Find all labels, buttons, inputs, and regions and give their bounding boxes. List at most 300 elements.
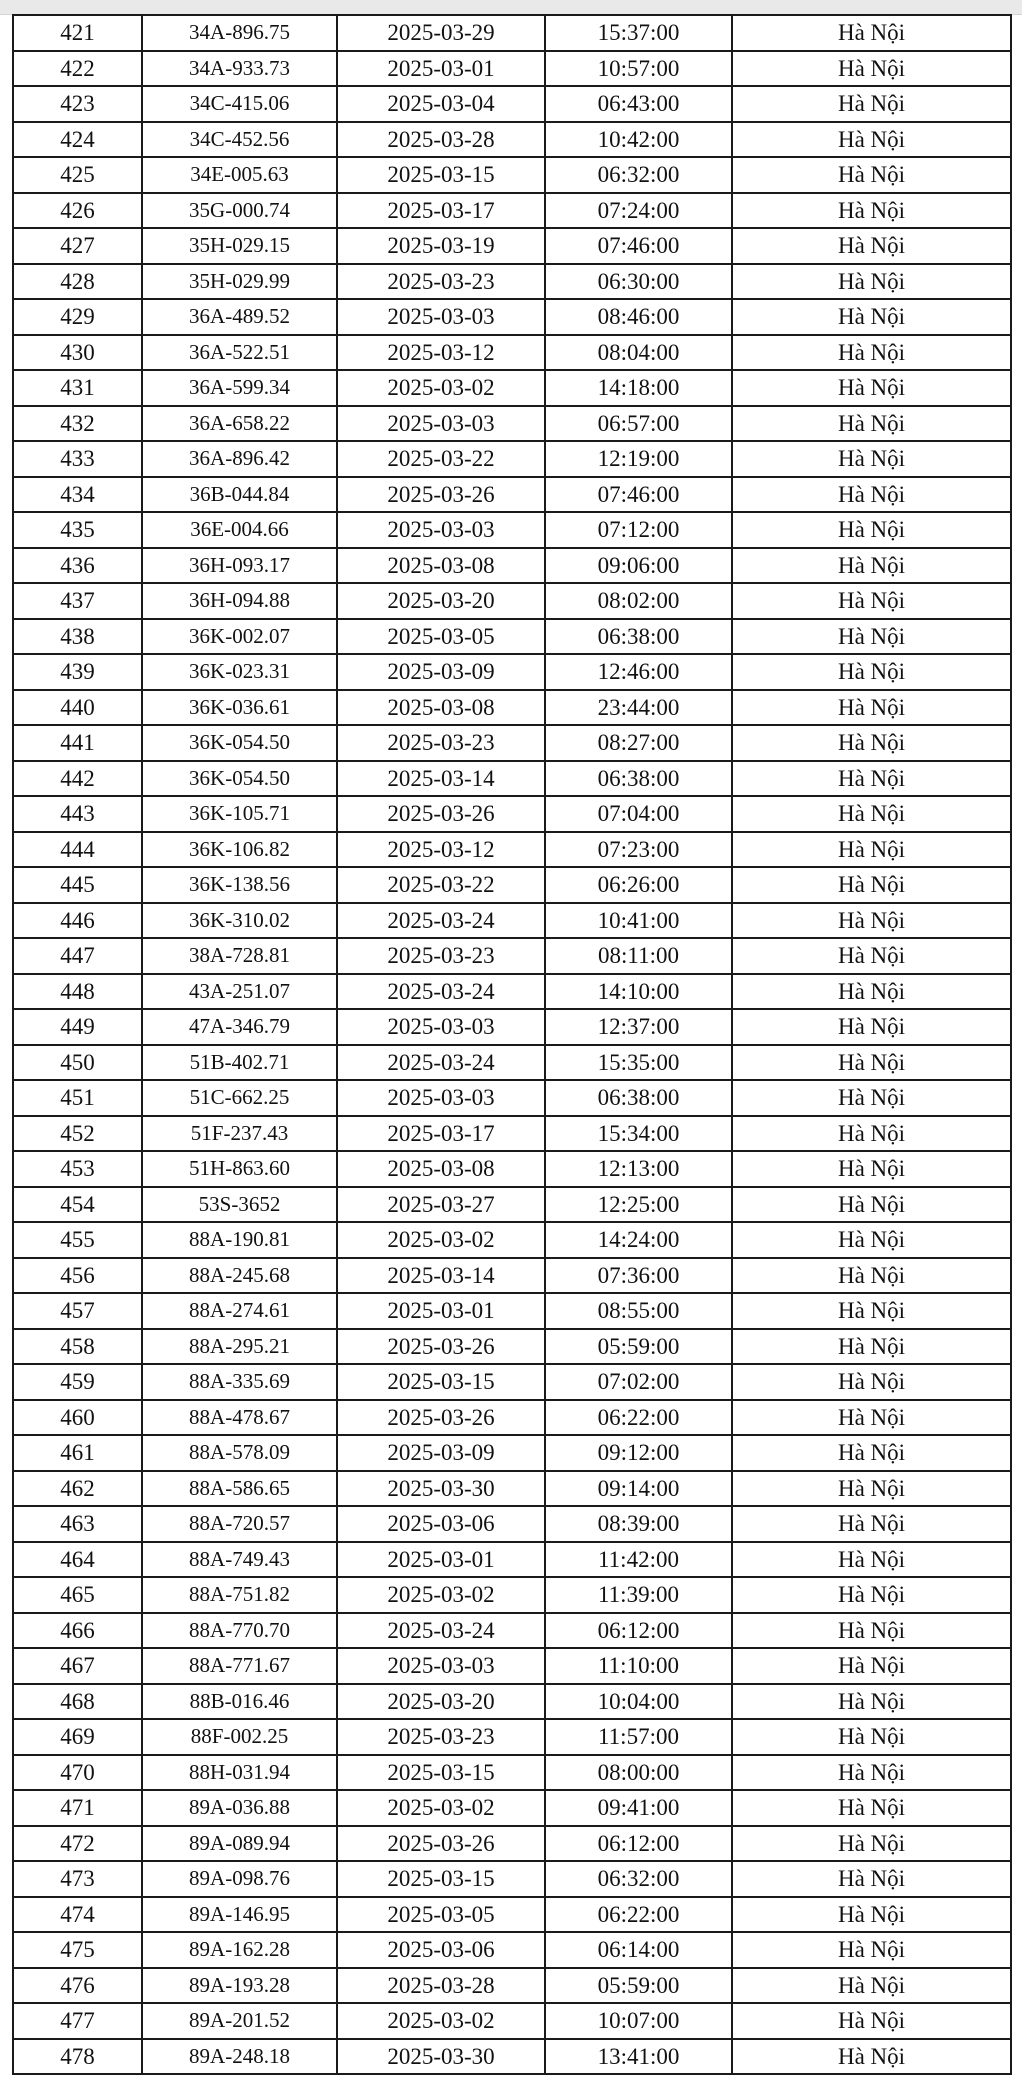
date-cell: 2025-03-01 <box>337 1293 545 1329</box>
row-number-cell: 431 <box>13 370 142 406</box>
row-number-cell: 449 <box>13 1009 142 1045</box>
table-row <box>13 299 1011 335</box>
license-plate-cell: 36B-044.84 <box>142 477 337 513</box>
row-number-cell: 443 <box>13 796 142 832</box>
table-row <box>13 512 1011 548</box>
location-cell: Hà Nội <box>732 1364 1011 1400</box>
location-cell: Hà Nội <box>732 2003 1011 2039</box>
row-number-cell: 440 <box>13 690 142 726</box>
time-cell: 08:46:00 <box>545 299 732 335</box>
table-row <box>13 903 1011 939</box>
location-cell: Hà Nội <box>732 370 1011 406</box>
license-plate-cell: 36K-054.50 <box>142 761 337 797</box>
date-cell: 2025-03-17 <box>337 193 545 229</box>
table-row <box>13 796 1011 832</box>
date-cell: 2025-03-02 <box>337 2003 545 2039</box>
row-number-cell: 458 <box>13 1329 142 1365</box>
date-cell: 2025-03-06 <box>337 1506 545 1542</box>
violation-records-table <box>12 14 1012 2075</box>
time-cell: 14:24:00 <box>545 1222 732 1258</box>
table-row <box>13 1009 1011 1045</box>
date-cell: 2025-03-26 <box>337 477 545 513</box>
time-cell: 06:57:00 <box>545 406 732 442</box>
row-number-cell: 465 <box>13 1577 142 1613</box>
license-plate-cell: 89A-162.28 <box>142 1932 337 1968</box>
license-plate-cell: 36A-489.52 <box>142 299 337 335</box>
table-row <box>13 654 1011 690</box>
license-plate-cell: 88A-245.68 <box>142 1258 337 1294</box>
date-cell: 2025-03-08 <box>337 548 545 584</box>
table-row <box>13 725 1011 761</box>
location-cell: Hà Nội <box>732 1968 1011 2004</box>
license-plate-cell: 36K-036.61 <box>142 690 337 726</box>
time-cell: 08:00:00 <box>545 1755 732 1791</box>
time-cell: 07:04:00 <box>545 796 732 832</box>
table-row <box>13 1151 1011 1187</box>
table-row <box>13 193 1011 229</box>
table-row <box>13 1045 1011 1081</box>
table-body <box>13 15 1011 2074</box>
time-cell: 10:07:00 <box>545 2003 732 2039</box>
time-cell: 06:43:00 <box>545 86 732 122</box>
location-cell: Hà Nội <box>732 1293 1011 1329</box>
table-row <box>13 1542 1011 1578</box>
location-cell: Hà Nội <box>732 228 1011 264</box>
date-cell: 2025-03-03 <box>337 1009 545 1045</box>
license-plate-cell: 88A-771.67 <box>142 1648 337 1684</box>
row-number-cell: 460 <box>13 1400 142 1436</box>
date-cell: 2025-03-23 <box>337 725 545 761</box>
location-cell: Hà Nội <box>732 1471 1011 1507</box>
time-cell: 07:23:00 <box>545 832 732 868</box>
time-cell: 13:41:00 <box>545 2039 732 2075</box>
location-cell: Hà Nội <box>732 1435 1011 1471</box>
license-plate-cell: 51F-237.43 <box>142 1116 337 1152</box>
time-cell: 07:36:00 <box>545 1258 732 1294</box>
table-row <box>13 761 1011 797</box>
date-cell: 2025-03-02 <box>337 1790 545 1826</box>
row-number-cell: 447 <box>13 938 142 974</box>
time-cell: 07:46:00 <box>545 477 732 513</box>
table-row <box>13 974 1011 1010</box>
table-row <box>13 1861 1011 1897</box>
row-number-cell: 476 <box>13 1968 142 2004</box>
date-cell: 2025-03-14 <box>337 761 545 797</box>
row-number-cell: 435 <box>13 512 142 548</box>
time-cell: 10:41:00 <box>545 903 732 939</box>
date-cell: 2025-03-02 <box>337 1222 545 1258</box>
location-cell: Hà Nội <box>732 938 1011 974</box>
date-cell: 2025-03-15 <box>337 1755 545 1791</box>
time-cell: 12:19:00 <box>545 441 732 477</box>
row-number-cell: 464 <box>13 1542 142 1578</box>
time-cell: 12:46:00 <box>545 654 732 690</box>
time-cell: 05:59:00 <box>545 1968 732 2004</box>
row-number-cell: 454 <box>13 1187 142 1223</box>
row-number-cell: 442 <box>13 761 142 797</box>
row-number-cell: 437 <box>13 583 142 619</box>
table-row <box>13 1755 1011 1791</box>
table-row <box>13 264 1011 300</box>
location-cell: Hà Nội <box>732 335 1011 371</box>
time-cell: 06:32:00 <box>545 1861 732 1897</box>
table-row <box>13 1435 1011 1471</box>
location-cell: Hà Nội <box>732 406 1011 442</box>
date-cell: 2025-03-28 <box>337 122 545 158</box>
date-cell: 2025-03-08 <box>337 1151 545 1187</box>
table-row <box>13 477 1011 513</box>
location-cell: Hà Nội <box>732 725 1011 761</box>
license-plate-cell: 88A-274.61 <box>142 1293 337 1329</box>
time-cell: 06:12:00 <box>545 1826 732 1862</box>
location-cell: Hà Nội <box>732 1755 1011 1791</box>
date-cell: 2025-03-23 <box>337 938 545 974</box>
document-sheet <box>12 14 1010 2069</box>
date-cell: 2025-03-01 <box>337 1542 545 1578</box>
time-cell: 14:18:00 <box>545 370 732 406</box>
date-cell: 2025-03-20 <box>337 583 545 619</box>
location-cell: Hà Nội <box>732 86 1011 122</box>
row-number-cell: 459 <box>13 1364 142 1400</box>
license-plate-cell: 35G-000.74 <box>142 193 337 229</box>
date-cell: 2025-03-12 <box>337 832 545 868</box>
license-plate-cell: 89A-089.94 <box>142 1826 337 1862</box>
date-cell: 2025-03-27 <box>337 1187 545 1223</box>
time-cell: 23:44:00 <box>545 690 732 726</box>
license-plate-cell: 51H-863.60 <box>142 1151 337 1187</box>
date-cell: 2025-03-20 <box>337 1684 545 1720</box>
table-row <box>13 1826 1011 1862</box>
time-cell: 08:39:00 <box>545 1506 732 1542</box>
time-cell: 06:32:00 <box>545 157 732 193</box>
license-plate-cell: 89A-098.76 <box>142 1861 337 1897</box>
time-cell: 10:42:00 <box>545 122 732 158</box>
date-cell: 2025-03-02 <box>337 1577 545 1613</box>
date-cell: 2025-03-15 <box>337 1364 545 1400</box>
location-cell: Hà Nội <box>732 1826 1011 1862</box>
time-cell: 06:12:00 <box>545 1613 732 1649</box>
license-plate-cell: 88A-720.57 <box>142 1506 337 1542</box>
table-row <box>13 1897 1011 1933</box>
date-cell: 2025-03-03 <box>337 406 545 442</box>
location-cell: Hà Nội <box>732 1613 1011 1649</box>
table-row <box>13 1222 1011 1258</box>
time-cell: 07:46:00 <box>545 228 732 264</box>
date-cell: 2025-03-24 <box>337 1045 545 1081</box>
location-cell: Hà Nội <box>732 1400 1011 1436</box>
table-row <box>13 1684 1011 1720</box>
location-cell: Hà Nội <box>732 1187 1011 1223</box>
license-plate-cell: 36K-106.82 <box>142 832 337 868</box>
time-cell: 08:27:00 <box>545 725 732 761</box>
row-number-cell: 474 <box>13 1897 142 1933</box>
location-cell: Hà Nội <box>732 619 1011 655</box>
location-cell: Hà Nội <box>732 974 1011 1010</box>
license-plate-cell: 36A-896.42 <box>142 441 337 477</box>
table-row <box>13 583 1011 619</box>
table-row <box>13 1471 1011 1507</box>
location-cell: Hà Nội <box>732 51 1011 87</box>
row-number-cell: 456 <box>13 1258 142 1294</box>
location-cell: Hà Nội <box>732 1258 1011 1294</box>
row-number-cell: 451 <box>13 1080 142 1116</box>
viewer-top-strip <box>0 0 1022 15</box>
table-row <box>13 1577 1011 1613</box>
row-number-cell: 448 <box>13 974 142 1010</box>
table-row <box>13 619 1011 655</box>
row-number-cell: 446 <box>13 903 142 939</box>
table-row <box>13 15 1011 51</box>
license-plate-cell: 36A-599.34 <box>142 370 337 406</box>
row-number-cell: 427 <box>13 228 142 264</box>
row-number-cell: 425 <box>13 157 142 193</box>
row-number-cell: 473 <box>13 1861 142 1897</box>
date-cell: 2025-03-22 <box>337 441 545 477</box>
table-row <box>13 1506 1011 1542</box>
location-cell: Hà Nội <box>732 1684 1011 1720</box>
date-cell: 2025-03-09 <box>337 1435 545 1471</box>
location-cell: Hà Nội <box>732 1151 1011 1187</box>
license-plate-cell: 36K-105.71 <box>142 796 337 832</box>
license-plate-cell: 88B-016.46 <box>142 1684 337 1720</box>
table-row <box>13 1187 1011 1223</box>
table-row <box>13 1719 1011 1755</box>
location-cell: Hà Nội <box>732 796 1011 832</box>
date-cell: 2025-03-24 <box>337 1613 545 1649</box>
license-plate-cell: 88A-578.09 <box>142 1435 337 1471</box>
location-cell: Hà Nội <box>732 1790 1011 1826</box>
license-plate-cell: 34C-415.06 <box>142 86 337 122</box>
date-cell: 2025-03-15 <box>337 1861 545 1897</box>
license-plate-cell: 89A-146.95 <box>142 1897 337 1933</box>
license-plate-cell: 89A-193.28 <box>142 1968 337 2004</box>
row-number-cell: 423 <box>13 86 142 122</box>
location-cell: Hà Nội <box>732 2039 1011 2075</box>
date-cell: 2025-03-17 <box>337 1116 545 1152</box>
date-cell: 2025-03-14 <box>337 1258 545 1294</box>
table-row <box>13 832 1011 868</box>
row-number-cell: 475 <box>13 1932 142 1968</box>
row-number-cell: 461 <box>13 1435 142 1471</box>
time-cell: 07:02:00 <box>545 1364 732 1400</box>
time-cell: 06:38:00 <box>545 761 732 797</box>
license-plate-cell: 38A-728.81 <box>142 938 337 974</box>
time-cell: 10:04:00 <box>545 1684 732 1720</box>
row-number-cell: 466 <box>13 1613 142 1649</box>
time-cell: 09:14:00 <box>545 1471 732 1507</box>
location-cell: Hà Nội <box>732 1116 1011 1152</box>
time-cell: 11:57:00 <box>545 1719 732 1755</box>
date-cell: 2025-03-04 <box>337 86 545 122</box>
time-cell: 08:11:00 <box>545 938 732 974</box>
location-cell: Hà Nội <box>732 1329 1011 1365</box>
date-cell: 2025-03-19 <box>337 228 545 264</box>
time-cell: 06:26:00 <box>545 867 732 903</box>
table-row <box>13 1258 1011 1294</box>
license-plate-cell: 88A-295.21 <box>142 1329 337 1365</box>
row-number-cell: 450 <box>13 1045 142 1081</box>
license-plate-cell: 36K-138.56 <box>142 867 337 903</box>
time-cell: 06:38:00 <box>545 619 732 655</box>
location-cell: Hà Nội <box>732 548 1011 584</box>
table-row <box>13 2039 1011 2075</box>
location-cell: Hà Nội <box>732 1897 1011 1933</box>
location-cell: Hà Nội <box>732 193 1011 229</box>
time-cell: 14:10:00 <box>545 974 732 1010</box>
license-plate-cell: 34C-452.56 <box>142 122 337 158</box>
location-cell: Hà Nội <box>732 1577 1011 1613</box>
license-plate-cell: 35H-029.99 <box>142 264 337 300</box>
time-cell: 06:22:00 <box>545 1400 732 1436</box>
time-cell: 11:39:00 <box>545 1577 732 1613</box>
location-cell: Hà Nội <box>732 1506 1011 1542</box>
table-row <box>13 938 1011 974</box>
license-plate-cell: 34A-896.75 <box>142 15 337 51</box>
license-plate-cell: 36H-093.17 <box>142 548 337 584</box>
license-plate-cell: 36K-054.50 <box>142 725 337 761</box>
date-cell: 2025-03-01 <box>337 51 545 87</box>
license-plate-cell: 53S-3652 <box>142 1187 337 1223</box>
table-row <box>13 1790 1011 1826</box>
location-cell: Hà Nội <box>732 15 1011 51</box>
date-cell: 2025-03-30 <box>337 1471 545 1507</box>
location-cell: Hà Nội <box>732 441 1011 477</box>
license-plate-cell: 35H-029.15 <box>142 228 337 264</box>
row-number-cell: 457 <box>13 1293 142 1329</box>
time-cell: 09:06:00 <box>545 548 732 584</box>
table-row <box>13 441 1011 477</box>
date-cell: 2025-03-12 <box>337 335 545 371</box>
date-cell: 2025-03-03 <box>337 512 545 548</box>
location-cell: Hà Nội <box>732 1932 1011 1968</box>
license-plate-cell: 34A-933.73 <box>142 51 337 87</box>
row-number-cell: 477 <box>13 2003 142 2039</box>
license-plate-cell: 36H-094.88 <box>142 583 337 619</box>
date-cell: 2025-03-24 <box>337 974 545 1010</box>
date-cell: 2025-03-23 <box>337 1719 545 1755</box>
row-number-cell: 429 <box>13 299 142 335</box>
time-cell: 12:37:00 <box>545 1009 732 1045</box>
row-number-cell: 436 <box>13 548 142 584</box>
date-cell: 2025-03-24 <box>337 903 545 939</box>
license-plate-cell: 36A-522.51 <box>142 335 337 371</box>
time-cell: 06:22:00 <box>545 1897 732 1933</box>
time-cell: 06:14:00 <box>545 1932 732 1968</box>
time-cell: 15:34:00 <box>545 1116 732 1152</box>
time-cell: 09:41:00 <box>545 1790 732 1826</box>
location-cell: Hà Nội <box>732 1719 1011 1755</box>
table-row <box>13 1116 1011 1152</box>
license-plate-cell: 88F-002.25 <box>142 1719 337 1755</box>
license-plate-cell: 88A-335.69 <box>142 1364 337 1400</box>
row-number-cell: 441 <box>13 725 142 761</box>
time-cell: 15:35:00 <box>545 1045 732 1081</box>
location-cell: Hà Nội <box>732 157 1011 193</box>
date-cell: 2025-03-09 <box>337 654 545 690</box>
license-plate-cell: 36K-310.02 <box>142 903 337 939</box>
date-cell: 2025-03-06 <box>337 1932 545 1968</box>
license-plate-cell: 88H-031.94 <box>142 1755 337 1791</box>
license-plate-cell: 89A-201.52 <box>142 2003 337 2039</box>
location-cell: Hà Nội <box>732 1222 1011 1258</box>
date-cell: 2025-03-28 <box>337 1968 545 2004</box>
table-row <box>13 1400 1011 1436</box>
location-cell: Hà Nội <box>732 299 1011 335</box>
time-cell: 11:42:00 <box>545 1542 732 1578</box>
location-cell: Hà Nội <box>732 832 1011 868</box>
row-number-cell: 463 <box>13 1506 142 1542</box>
date-cell: 2025-03-05 <box>337 1897 545 1933</box>
row-number-cell: 439 <box>13 654 142 690</box>
license-plate-cell: 89A-248.18 <box>142 2039 337 2075</box>
date-cell: 2025-03-03 <box>337 299 545 335</box>
table-row <box>13 51 1011 87</box>
license-plate-cell: 88A-749.43 <box>142 1542 337 1578</box>
table-row <box>13 370 1011 406</box>
location-cell: Hà Nội <box>732 1648 1011 1684</box>
location-cell: Hà Nội <box>732 1861 1011 1897</box>
row-number-cell: 438 <box>13 619 142 655</box>
license-plate-cell: 88A-751.82 <box>142 1577 337 1613</box>
row-number-cell: 469 <box>13 1719 142 1755</box>
location-cell: Hà Nội <box>732 903 1011 939</box>
row-number-cell: 478 <box>13 2039 142 2075</box>
location-cell: Hà Nội <box>732 1542 1011 1578</box>
location-cell: Hà Nội <box>732 690 1011 726</box>
row-number-cell: 422 <box>13 51 142 87</box>
location-cell: Hà Nội <box>732 122 1011 158</box>
table-row <box>13 1968 1011 2004</box>
license-plate-cell: 51B-402.71 <box>142 1045 337 1081</box>
row-number-cell: 452 <box>13 1116 142 1152</box>
location-cell: Hà Nội <box>732 512 1011 548</box>
row-number-cell: 430 <box>13 335 142 371</box>
location-cell: Hà Nội <box>732 867 1011 903</box>
time-cell: 08:02:00 <box>545 583 732 619</box>
date-cell: 2025-03-05 <box>337 619 545 655</box>
row-number-cell: 462 <box>13 1471 142 1507</box>
table-row <box>13 1648 1011 1684</box>
time-cell: 06:38:00 <box>545 1080 732 1116</box>
row-number-cell: 444 <box>13 832 142 868</box>
location-cell: Hà Nội <box>732 654 1011 690</box>
table-row <box>13 867 1011 903</box>
license-plate-cell: 36K-023.31 <box>142 654 337 690</box>
license-plate-cell: 88A-770.70 <box>142 1613 337 1649</box>
date-cell: 2025-03-15 <box>337 157 545 193</box>
time-cell: 11:10:00 <box>545 1648 732 1684</box>
license-plate-cell: 88A-190.81 <box>142 1222 337 1258</box>
time-cell: 12:13:00 <box>545 1151 732 1187</box>
license-plate-cell: 36E-004.66 <box>142 512 337 548</box>
row-number-cell: 467 <box>13 1648 142 1684</box>
row-number-cell: 445 <box>13 867 142 903</box>
location-cell: Hà Nội <box>732 1045 1011 1081</box>
time-cell: 15:37:00 <box>545 15 732 51</box>
row-number-cell: 426 <box>13 193 142 229</box>
row-number-cell: 468 <box>13 1684 142 1720</box>
date-cell: 2025-03-23 <box>337 264 545 300</box>
table-row <box>13 1293 1011 1329</box>
row-number-cell: 424 <box>13 122 142 158</box>
license-plate-cell: 51C-662.25 <box>142 1080 337 1116</box>
table-row <box>13 1080 1011 1116</box>
row-number-cell: 434 <box>13 477 142 513</box>
table-row <box>13 548 1011 584</box>
date-cell: 2025-03-03 <box>337 1080 545 1116</box>
time-cell: 07:12:00 <box>545 512 732 548</box>
row-number-cell: 433 <box>13 441 142 477</box>
